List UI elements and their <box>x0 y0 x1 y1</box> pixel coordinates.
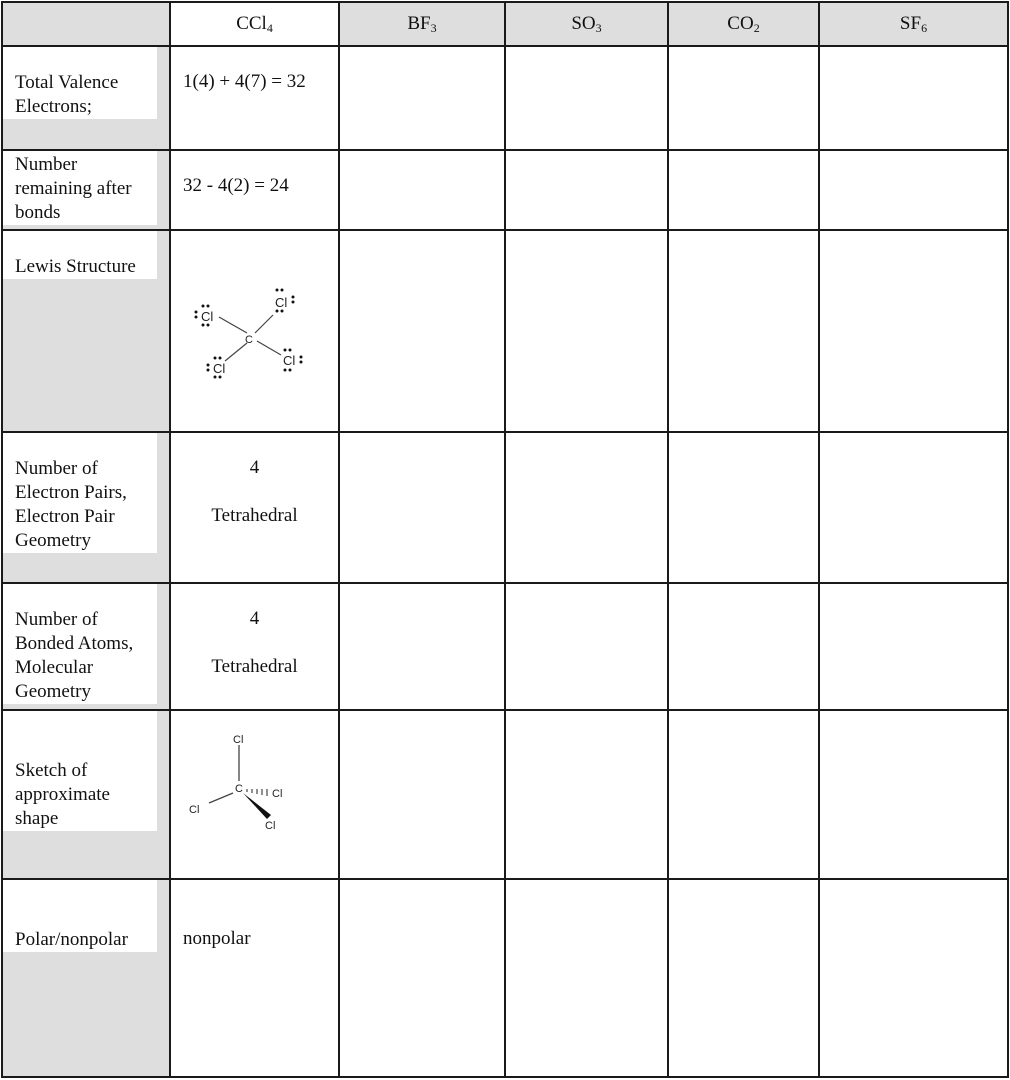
cell-so3-sketch[interactable] <box>505 710 668 879</box>
row-valence-electrons <box>2 46 1008 150</box>
sketch-carbon: C <box>235 783 243 795</box>
shape-sketch-diagram <box>179 731 339 841</box>
cell-bf3-remaining[interactable] <box>339 150 505 230</box>
wedge-bond <box>243 793 271 819</box>
row-electron-pairs <box>2 432 1008 583</box>
cell-co2-polarity[interactable] <box>668 879 819 1077</box>
lewis-cl-left: Cl <box>201 309 214 324</box>
cell-bf3-electron-pairs[interactable] <box>339 432 505 583</box>
cell-co2-lewis[interactable] <box>668 230 819 432</box>
lewis-carbon: C <box>245 334 253 346</box>
molecular-geometry: Tetrahedral <box>211 656 298 677</box>
label-text: Total Valence Electrons; <box>15 72 119 117</box>
cell-ccl4-sketch[interactable] <box>170 710 339 879</box>
cell-so3-remaining[interactable] <box>505 150 668 230</box>
column-header-ccl4: CCl$_4$ <box>170 2 339 46</box>
cell-so3-polarity[interactable] <box>505 879 668 1077</box>
label-text: Number remaining after bonds <box>15 154 132 223</box>
cell-co2-sketch[interactable] <box>668 710 819 879</box>
cell-bf3-sketch[interactable] <box>339 710 505 879</box>
dash-bond <box>247 789 267 796</box>
cell-sf6-bonded-atoms[interactable] <box>819 583 1008 710</box>
cell-co2-remaining[interactable] <box>668 150 819 230</box>
cell-so3-electron-pairs[interactable] <box>505 432 668 583</box>
cell-sf6-valence[interactable] <box>819 46 1008 150</box>
row-label-electron-pairs <box>2 432 170 583</box>
sketch-cl-top: Cl <box>233 734 244 746</box>
sketch-cl-left: Cl <box>189 804 200 816</box>
row-remaining-electrons <box>2 150 1008 230</box>
column-header-so3: $SO_3$ <box>505 2 668 46</box>
row-label-valence <box>2 46 170 150</box>
sketch-cl-bottom: Cl <box>265 820 276 832</box>
column-header-co2: $CO_2$ <box>668 2 819 46</box>
row-label-sketch <box>2 710 170 879</box>
cell-sf6-lewis[interactable] <box>819 230 1008 432</box>
cell-so3-bonded-atoms[interactable] <box>505 583 668 710</box>
row-polarity <box>2 879 1008 1077</box>
valence-value: 1(4) + 4(7) = 32 <box>183 71 306 92</box>
bonded-atom-count: 4 <box>249 608 260 629</box>
cell-ccl4-valence[interactable] <box>170 46 339 150</box>
lewis-structure-diagram <box>179 281 339 401</box>
cell-sf6-remaining[interactable] <box>819 150 1008 230</box>
molecule-worksheet-table <box>1 1 1009 1078</box>
cell-sf6-electron-pairs[interactable] <box>819 432 1008 583</box>
row-bonded-atoms <box>2 583 1008 710</box>
cell-ccl4-remaining[interactable] <box>170 150 339 230</box>
cell-sf6-polarity[interactable] <box>819 879 1008 1077</box>
lewis-cl-bottom-right: Cl <box>283 353 296 368</box>
cell-co2-valence[interactable] <box>668 46 819 150</box>
column-header-sf6: $SF_6$ <box>819 2 1008 46</box>
cell-ccl4-polarity[interactable] <box>170 879 339 1077</box>
label-text: Polar/nonpolar <box>15 929 128 950</box>
remaining-value: 32 - 4(2) = 24 <box>183 175 289 196</box>
cell-so3-lewis[interactable] <box>505 230 668 432</box>
header-row <box>2 2 1008 46</box>
row-label-remaining <box>2 150 170 230</box>
label-text: Sketch of approximate shape <box>15 760 110 829</box>
row-sketch <box>2 710 1008 879</box>
cell-co2-bonded-atoms[interactable] <box>668 583 819 710</box>
label-text: Lewis Structure <box>15 256 136 277</box>
cell-sf6-sketch[interactable] <box>819 710 1008 879</box>
polarity-value: nonpolar <box>183 928 251 949</box>
cell-ccl4-lewis[interactable] <box>170 230 339 432</box>
row-label-bonded-atoms <box>2 583 170 710</box>
sketch-cl-right: Cl <box>272 788 283 800</box>
cell-bf3-polarity[interactable] <box>339 879 505 1077</box>
lewis-cl-bottom-left: Cl <box>213 361 226 376</box>
electron-pair-count: 4 <box>249 457 260 478</box>
label-text: Number of Electron Pairs, Electron Pair Geometry <box>15 458 127 551</box>
cell-ccl4-bonded-atoms[interactable] <box>170 583 339 710</box>
lewis-cl-top: Cl <box>275 295 288 310</box>
label-text: Number of Bonded Atoms, Molecular Geometry <box>15 609 134 702</box>
row-lewis-structure <box>2 230 1008 432</box>
cell-ccl4-electron-pairs[interactable] <box>170 432 339 583</box>
cell-bf3-bonded-atoms[interactable] <box>339 583 505 710</box>
row-label-lewis <box>2 230 170 432</box>
row-label-polarity <box>2 879 170 1077</box>
corner-cell <box>2 2 170 46</box>
cell-so3-valence[interactable] <box>505 46 668 150</box>
column-header-bf3: $BF_3$ <box>339 2 505 46</box>
cell-bf3-lewis[interactable] <box>339 230 505 432</box>
cell-co2-electron-pairs[interactable] <box>668 432 819 583</box>
cell-bf3-valence[interactable] <box>339 46 505 150</box>
electron-pair-geometry: Tetrahedral <box>211 505 298 526</box>
